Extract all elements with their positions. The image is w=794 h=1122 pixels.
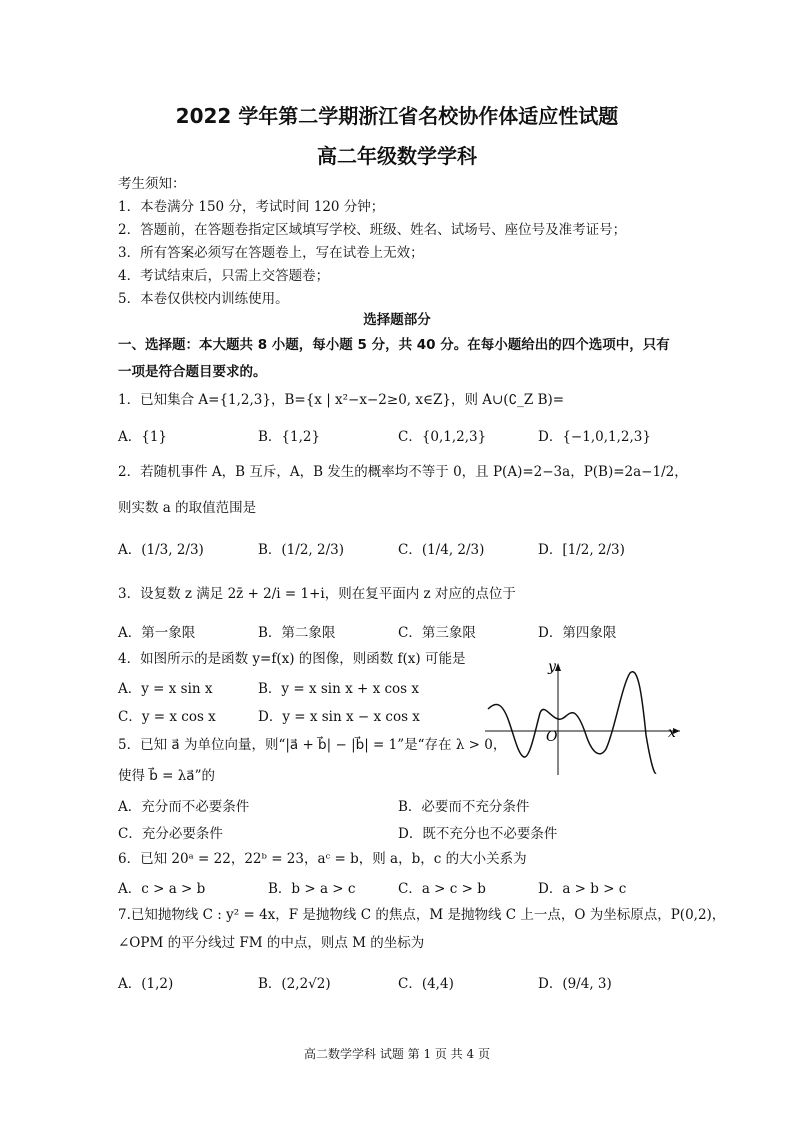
section-intro: 一、选择题：本大题共 8 小题，每小题 5 分，共 40 分。在每小题给出的四个选项中，只有	[118, 337, 670, 353]
q1-option-c: C．{0,1,2,3}	[398, 429, 487, 445]
exam-title: 2022 学年第二学期浙江省名校协作体适应性试题	[175, 104, 619, 128]
y-axis-label: y	[548, 659, 556, 675]
q1-option-b: B．{1,2}	[258, 429, 321, 445]
q1-option-d: D．{−1,0,1,2,3}	[538, 429, 651, 445]
notice-item: 3．所有答案必须写在答题卷上，写在试卷上无效；	[118, 245, 424, 261]
function-graph	[480, 655, 690, 780]
q7-option-a: A．(1,2)	[118, 976, 174, 992]
q2-option-a: A．(1/3, 2/3)	[118, 542, 204, 558]
q3-option-a: A．第一象限	[118, 625, 196, 641]
question-5-stem: 5．已知 a⃗ 为单位向量，则“|a⃗ + b⃗| − |b⃗| = 1”是“存在 λ > 0，	[118, 737, 507, 753]
question-4-stem: 4．如图所示的是函数 y=f(x) 的图像，则函数 f(x) 可能是	[118, 651, 466, 667]
question-6-stem: 6．已知 20ᵃ = 22，22ᵇ = 23，aᶜ = b，则 a，b，c 的大小关系为	[118, 851, 527, 867]
q2-option-c: C．(1/4, 2/3)	[398, 542, 485, 558]
q6-option-d: D．a > b > c	[538, 881, 627, 897]
q7-option-b: B．(2,2√2)	[258, 976, 331, 992]
q2-option-b: B．(1/2, 2/3)	[258, 542, 344, 558]
section-intro-cont: 一项是符合题目要求的。	[118, 364, 267, 380]
question-2-stem-cont: 则实数 a 的取值范围是	[118, 500, 257, 516]
q4-option-b: B．y = x sin x + x cos x	[258, 681, 420, 697]
exam-subtitle: 高二年级数学学科	[317, 144, 477, 168]
question-7-stem-cont: ∠OPM 的平分线过 FM 的中点，则点 M 的坐标为	[118, 935, 425, 951]
q1-option-a: A．{1}	[118, 429, 168, 445]
question-2-stem: 2．若随机事件 A，B 互斥，A，B 发生的概率均不等于 0，且 P(A)=2−3a，P(B)=2a−1/2，	[118, 464, 688, 480]
notice-item: 2．答题前，在答题卷指定区域填写学校、班级、姓名、试场号、座位号及准考证号；	[118, 222, 627, 238]
question-3-stem: 3．设复数 z 满足 2z̄ + 2/i = 1+i，则在复平面内 z 对应的点位于	[118, 586, 516, 602]
notice-heading: 考生须知：	[118, 176, 186, 192]
section-title: 选择题部分	[363, 312, 431, 328]
q5-option-b: B．必要而不充分条件	[398, 799, 530, 815]
q3-option-d: D．第四象限	[538, 625, 617, 641]
question-5-stem-cont: 使得 b⃗ = λa⃗”的	[118, 768, 215, 784]
notice-item: 1．本卷满分 150 分，考试时间 120 分钟；	[118, 199, 385, 215]
q4-option-a: A．y = x sin x	[118, 681, 213, 697]
q4-option-c: C．y = x cos x	[118, 709, 216, 725]
question-7-stem: 7.已知抛物线 C : y² = 4x，F 是抛物线 C 的焦点，M 是抛物线 C 上一点，O 为坐标原点，P(0,2)，	[118, 907, 726, 923]
q7-option-d: D．(9/4, 3)	[538, 976, 612, 992]
q7-option-c: C．(4,4)	[398, 976, 454, 992]
q3-option-c: C．第三象限	[398, 625, 476, 641]
q5-option-a: A．充分而不必要条件	[118, 799, 250, 815]
x-axis-label: x	[668, 725, 676, 741]
q6-option-b: B．b > a > c	[268, 881, 356, 897]
page-footer: 高二数学学科 试题 第 1 页 共 4 页	[304, 1047, 490, 1061]
q2-option-d: D．[1/2, 2/3)	[538, 542, 625, 558]
q4-option-d: D．y = x sin x − x cos x	[258, 709, 420, 725]
origin-label: O	[546, 729, 558, 745]
function-curve	[488, 672, 656, 773]
notice-item: 4．考试结束后，只需上交答题卷；	[118, 268, 330, 284]
q3-option-b: B．第二象限	[258, 625, 336, 641]
q5-option-c: C．充分必要条件	[118, 826, 223, 842]
q5-option-d: D．既不充分也不必要条件	[398, 826, 558, 842]
q6-option-a: A．c > a > b	[118, 881, 206, 897]
question-1-stem: 1．已知集合 A={1,2,3}，B={x | x²−x−2≥0, x∈Z}，则 A∪(∁_Z B)=	[118, 392, 565, 408]
q6-option-c: C．a > c > b	[398, 881, 486, 897]
notice-item: 5．本卷仅供校内训练使用。	[118, 291, 289, 307]
